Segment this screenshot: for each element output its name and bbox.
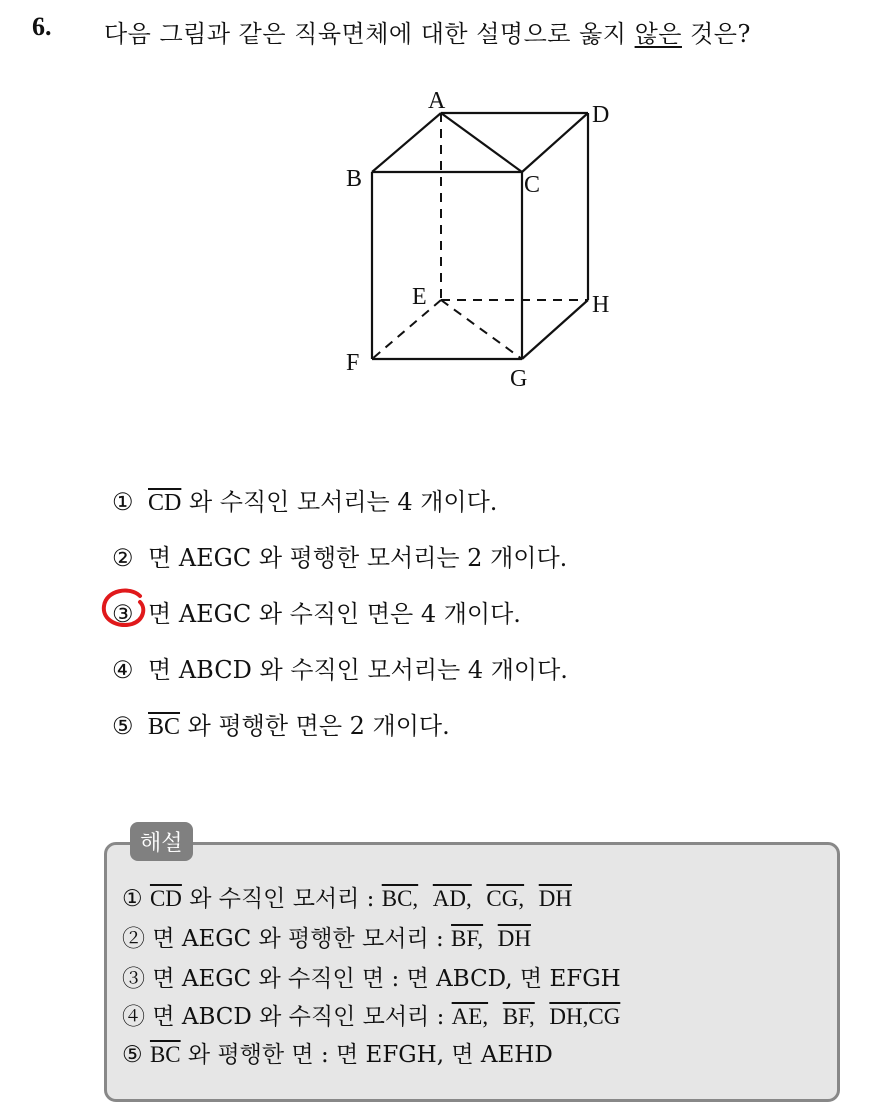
vertex-label-B: B xyxy=(346,166,363,192)
choice-4[interactable] xyxy=(112,650,568,685)
segment-label: CG, xyxy=(486,886,525,911)
edge-DC xyxy=(522,113,588,172)
choice-text: 면 AEGC 와 수직인 면은 4 개이다. xyxy=(148,600,521,628)
solution-line-1 xyxy=(122,880,572,913)
vertex-label-C: C xyxy=(524,172,541,198)
choice-number: ② xyxy=(112,544,134,572)
choice-text: 와 수직인 모서리는 4 개이다. xyxy=(181,488,498,516)
segment-label: $\overline{CG}$ xyxy=(588,1004,621,1029)
solution-number: ④ xyxy=(122,1004,145,1030)
edge-EF xyxy=(372,300,441,359)
segment-label: $\overline{CD}$ xyxy=(148,490,182,516)
vertex-label-E: E xyxy=(412,284,427,310)
question-text-before: 다음 그림과 같은 직육면체에 대한 설명으로 옳지 xyxy=(104,20,635,48)
choice-number: ④ xyxy=(112,656,134,684)
vertex-label-F: F xyxy=(346,350,360,376)
solution-number: ② xyxy=(122,926,145,952)
segment-label: BF, xyxy=(451,926,484,951)
choice-2[interactable] xyxy=(112,538,567,573)
solution-text: 면 AEGC 와 평행한 모서리 : xyxy=(152,926,452,952)
question-number: 6. xyxy=(32,12,52,41)
solution-line-4 xyxy=(122,998,620,1031)
solution-text: 면 AEGC 와 수직인 면 : 면 ABCD, 면 EFGH xyxy=(152,966,621,992)
vertex-label-A: A xyxy=(428,88,446,114)
segment-label: $\overline{BC}$ xyxy=(149,1042,181,1067)
segment-label: BF, xyxy=(502,1004,535,1029)
segment-label: $\overline{DH}$ xyxy=(497,926,531,951)
solution-text: 와 수직인 모서리 : xyxy=(181,886,382,912)
choice-text: 면 AEGC 와 평행한 모서리는 2 개이다. xyxy=(148,544,568,572)
solution-text: 와 평행한 면 : 면 EFGH, 면 AEHD xyxy=(180,1042,553,1068)
segment-label: DH, xyxy=(549,1004,589,1029)
vertex-label-G: G xyxy=(510,366,528,392)
segment-label: BC, xyxy=(381,886,419,911)
edge-EG xyxy=(441,300,522,359)
cuboid-figure xyxy=(330,80,630,400)
question-text-after: 것은? xyxy=(681,20,751,48)
solution-line-3 xyxy=(122,960,621,993)
vertex-label-D: D xyxy=(592,102,610,128)
edge-AB xyxy=(372,113,441,172)
segment-label: $\overline{CD}$ xyxy=(149,886,182,911)
segment-label: AE, xyxy=(451,1004,489,1029)
edge-GH xyxy=(522,300,588,359)
segment-label: $\overline{BC}$ xyxy=(148,714,181,740)
solution-line-2 xyxy=(122,920,531,953)
solution-number: ① xyxy=(122,886,143,912)
solution-text: 면 ABCD 와 수직인 모서리 : xyxy=(152,1004,452,1030)
solution-line-5 xyxy=(122,1036,553,1069)
edge-AC xyxy=(441,113,522,172)
choice-text: 면 ABCD 와 수직인 모서리는 4 개이다. xyxy=(148,656,568,684)
solution-number: ③ xyxy=(122,966,145,992)
question-text-underlined: 않은 xyxy=(634,20,682,48)
choice-3[interactable] xyxy=(112,594,521,629)
choice-number: ⑤ xyxy=(112,712,134,740)
choice-number: ③ xyxy=(112,600,134,628)
answer-circle-mark xyxy=(100,588,150,628)
choice-5[interactable] xyxy=(112,706,450,741)
solution-tag: 해설 xyxy=(130,822,193,861)
vertex-label-H: H xyxy=(592,292,610,318)
question-text xyxy=(104,14,751,49)
segment-label: AD, xyxy=(432,886,472,911)
choice-1[interactable] xyxy=(112,482,497,517)
solution-number: ⑤ xyxy=(122,1042,143,1068)
segment-label: $\overline{DH}$ xyxy=(538,886,572,911)
choice-text: 와 평행한 면은 2 개이다. xyxy=(180,712,450,740)
choice-number: ① xyxy=(112,488,134,516)
